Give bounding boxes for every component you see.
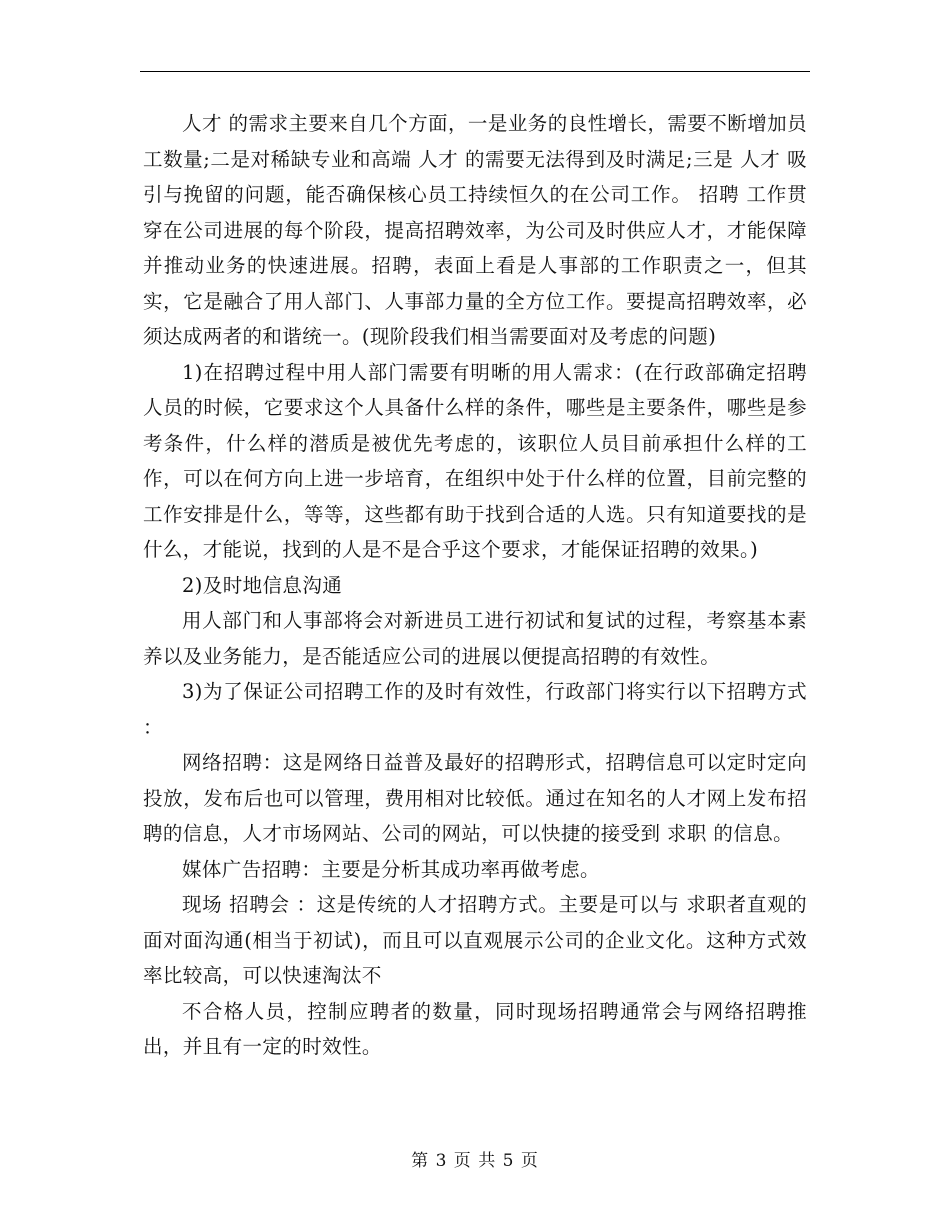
document-body <box>143 106 807 1065</box>
paragraph-job-fair-continued: 不合格人员，控制应聘者的数量，同时现场招聘通常会与网络招聘推出，并且有一定的时效性。 <box>143 999 807 1058</box>
paragraph-job-fair: 现场 招聘会 ：这是传统的人才招聘方式。主要是可以与 求职者直观的面对面沟通(相当于初试)，而且可以直观展示公司的企业文化。这种方式效率比较高，可以快速淘汰不 <box>143 893 807 987</box>
paragraph-online-recruitment: 网络招聘：这是网络日益普及最好的招聘形式，招聘信息可以定时定向投放，发布后也可以管理，费用相对比较低。通过在知名的人才网上发布招聘的信息，人才市场网站、公司的网站，可以快捷的接受到 求职 的信息。 <box>143 751 807 845</box>
paragraph-interview-process: 用人部门和人事部将会对新进员工进行初试和复试的过程，考察基本素养以及业务能力，是否能适应公司的进展以便提高招聘的有效性。 <box>143 609 807 668</box>
header-rule <box>140 71 810 72</box>
paragraph-clear-requirements: 1)在招聘过程中用人部门需要有明晰的用人需求：(在行政部确定招聘人员的时候，它要求这个人具备什么样的条件，哪些是主要条件，哪些是参考条件，什么样的潜质是被优先考虑的，该职位人员目前承担什么样的工作，可以在何方向上进一步培育，在组织中处于什么样的位置，目前完整的工作安排是什么，等等，这些都有助于找到合适的人选。只有知道要找的是什么，才能说，找到的人是不是合乎这个要求，才能保证招聘的效果。) <box>143 360 807 561</box>
paragraph-recruitment-methods: 3)为了保证公司招聘工作的及时有效性，行政部门将实行以下招聘方式 ： <box>143 680 807 739</box>
page-number-footer: 第 3 页 共 5 页 <box>411 1151 539 1171</box>
paragraph-media-recruitment: 媒体广告招聘：主要是分析其成功率再做考虑。 <box>182 857 600 881</box>
paragraph-heading-communication: 2)及时地信息沟通 <box>182 573 343 597</box>
paragraph-talent-demand: 人才 的需求主要来自几个方面，一是业务的良性增长，需要不断增加员工数量;二是对稀缺专业和高端 人才 的需要无法得到及时满足;三是 人才 吸引与挽留的问题，能否确保核心员工持续恒久的在公司工作。 招聘 工作贯穿在公司进展的每个阶段，提高招聘效率，为公司及时供应人才，才能保障并推动业务的快速进展。招聘，表面上看是人事部的工作职责之一，但其实，它是融合了用人部门、人事部力量的全方位工作。要提高招聘效率，必须达成两者的和谐统一。(现阶段我们相当需要面对及考虑的问题) <box>143 112 807 348</box>
